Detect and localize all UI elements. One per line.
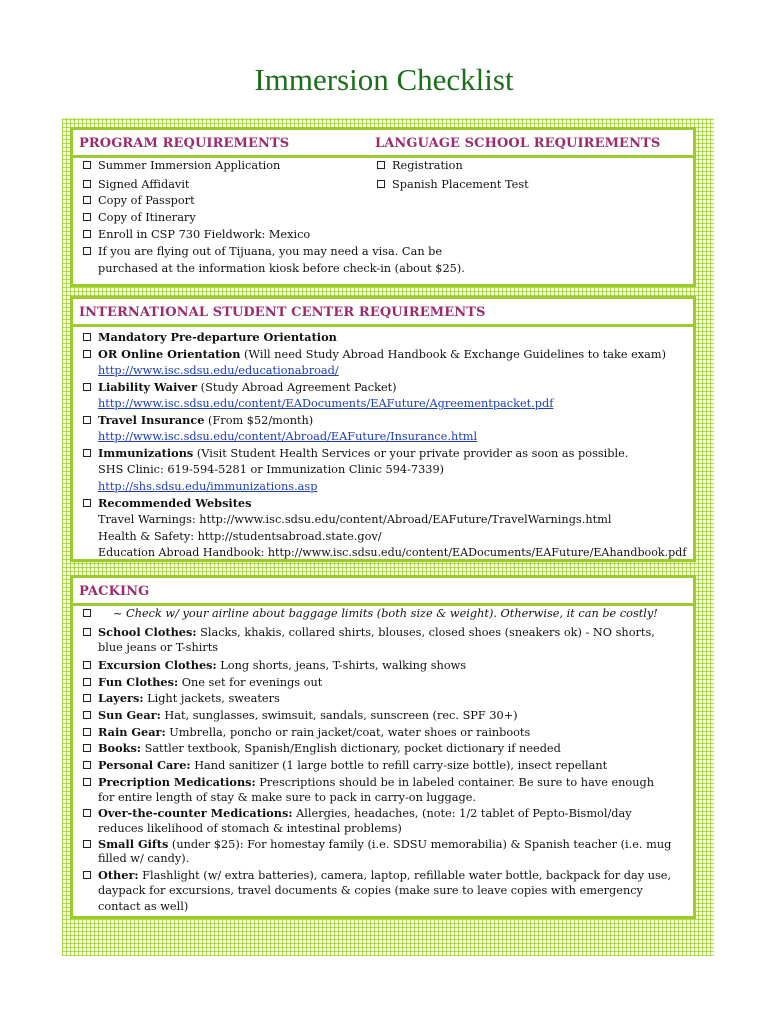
list-item: Copy of Itinerary <box>83 210 196 226</box>
list-item-continued: daypack for excursions, travel documents & copies (make sure to leave copies with emergency <box>98 884 643 897</box>
list-item: Signed Affidavit <box>83 177 189 193</box>
isc-heading: INTERNATIONAL STUDENT CENTER REQUIREMENTS <box>79 305 486 320</box>
checkbox[interactable] <box>83 840 91 848</box>
checkbox[interactable] <box>83 449 91 457</box>
checkbox[interactable] <box>83 161 91 169</box>
list-item: Recommended Websites <box>83 495 251 512</box>
list-item: Enroll in CSP 730 Fieldwork: Mexico <box>83 227 310 243</box>
checkbox[interactable] <box>377 161 385 169</box>
immunizations-link[interactable]: http://shs.sdsu.edu/immunizations.asp <box>98 480 318 493</box>
list-item: If you are flying out of Tijuana, you may need a visa. Can be <box>83 244 442 260</box>
list-item-continued: filled w/ candy). <box>98 852 190 865</box>
list-item: Spanish Placement Test <box>377 177 529 193</box>
list-item: Fun Clothes: One set for evenings out <box>83 674 322 691</box>
list-item: Sun Gear: Hat, sunglasses, swimsuit, sandals, sunscreen (rec. SPF 30+) <box>83 707 518 724</box>
list-item-continued: for entire length of stay & make sure to pack in carry-on luggage. <box>98 791 477 804</box>
checkbox[interactable] <box>83 678 91 686</box>
list-item: Immunizations (Visit Student Health Services or your private provider as soon as possible. <box>83 445 628 462</box>
list-item: Summer Immersion Application <box>83 158 280 174</box>
checkbox[interactable] <box>83 778 91 786</box>
list-item-continued: blue jeans or T-shirts <box>98 641 219 654</box>
list-item: Registration <box>377 158 463 174</box>
checkbox[interactable] <box>83 628 91 636</box>
orientation-link[interactable]: http://www.isc.sdsu.edu/educationabroad/ <box>98 364 339 377</box>
checkbox[interactable] <box>83 196 91 204</box>
checkbox[interactable] <box>377 180 385 188</box>
list-item: Liability Waiver (Study Abroad Agreement Packet) <box>83 379 397 396</box>
list-item: Layers: Light jackets, sweaters <box>83 690 280 707</box>
program-requirements-box <box>70 127 696 287</box>
checkbox[interactable] <box>83 213 91 221</box>
website-line: Health & Safety: http://studentsabroad.state.gov/ <box>98 530 382 543</box>
waiver-link[interactable]: http://www.isc.sdsu.edu/content/EADocuments/EAFuture/Agreementpacket.pdf <box>98 397 554 410</box>
checkbox[interactable] <box>83 609 91 617</box>
checkbox[interactable] <box>83 728 91 736</box>
page-title: Immersion Checklist <box>254 62 514 97</box>
language-heading: LANGUAGE SCHOOL REQUIREMENTS <box>375 136 661 151</box>
list-item-continued: contact as well) <box>98 900 189 913</box>
program-heading: PROGRAM REQUIREMENTS <box>79 136 290 151</box>
list-item-continued: SHS Clinic: 619-594-5281 or Immunization Clinic 594-7339) <box>98 463 445 476</box>
checkbox[interactable] <box>83 744 91 752</box>
list-item: Excursion Clothes: Long shorts, jeans, T-shirts, walking shows <box>83 657 466 674</box>
checkbox[interactable] <box>83 871 91 879</box>
list-item: School Clothes: Slacks, khakis, collared shirts, blouses, closed shoes (sneakers ok) - NO shorts, <box>83 624 655 641</box>
checkbox[interactable] <box>83 247 91 255</box>
checkbox[interactable] <box>83 333 91 341</box>
list-item-continued: purchased at the information kiosk before check-in (about $25). <box>98 262 465 275</box>
list-item: Rain Gear: Umbrella, poncho or rain jacket/coat, water shoes or rainboots <box>83 724 530 741</box>
checkbox[interactable] <box>83 661 91 669</box>
list-item: Mandatory Pre-departure Orientation <box>83 329 337 346</box>
list-item: ~ Check w/ your airline about baggage limits (both size & weight). Otherwise, it can be costly! <box>83 606 658 622</box>
packing-box <box>70 575 696 919</box>
checkbox[interactable] <box>83 383 91 391</box>
list-item: Over-the-counter Medications: Allergies, headaches, (note: 1/2 tablet of Pepto-Bismol/day <box>83 805 632 822</box>
checkbox[interactable] <box>83 180 91 188</box>
checkbox[interactable] <box>83 694 91 702</box>
checkbox[interactable] <box>83 350 91 358</box>
checkbox[interactable] <box>83 711 91 719</box>
list-item-continued: reduces likelihood of stomach & intestinal problems) <box>98 822 402 835</box>
list-item: Other: Flashlight (w/ extra batteries), camera, laptop, refillable water bottle, backpack for day use, <box>83 867 671 884</box>
list-item: Precription Medications: Prescriptions should be in labeled container. Be sure to have enough <box>83 774 654 791</box>
packing-heading: PACKING <box>79 584 150 599</box>
website-line: Travel Warnings: http://www.isc.sdsu.edu/content/Abroad/EAFuture/TravelWarnings.html <box>98 513 612 526</box>
list-item: Books: Sattler textbook, Spanish/English dictionary, pocket dictionary if needed <box>83 740 561 757</box>
list-item: Small Gifts (under $25): For homestay family (i.e. SDSU memorabilia) & Spanish teacher (i.e. mug <box>83 836 671 853</box>
checkbox[interactable] <box>83 416 91 424</box>
list-item: Personal Care: Hand sanitizer (1 large bottle to refill carry-size bottle), insect repellant <box>83 757 607 774</box>
insurance-link[interactable]: http://www.isc.sdsu.edu/content/Abroad/EAFuture/Insurance.html <box>98 430 478 443</box>
checkbox[interactable] <box>83 761 91 769</box>
isc-requirements-box <box>70 296 696 562</box>
list-item: Copy of Passport <box>83 193 195 209</box>
checkbox[interactable] <box>83 230 91 238</box>
website-line: Education Abroad Handbook: http://www.isc.sdsu.edu/content/EADocuments/EAFuture/EAhandbook.pdf <box>98 546 687 559</box>
checkbox[interactable] <box>83 499 91 507</box>
checkbox[interactable] <box>83 809 91 817</box>
list-item: Travel Insurance (From $52/month) <box>83 412 313 429</box>
list-item: OR Online Orientation (Will need Study Abroad Handbook & Exchange Guidelines to take exam) <box>83 346 666 363</box>
